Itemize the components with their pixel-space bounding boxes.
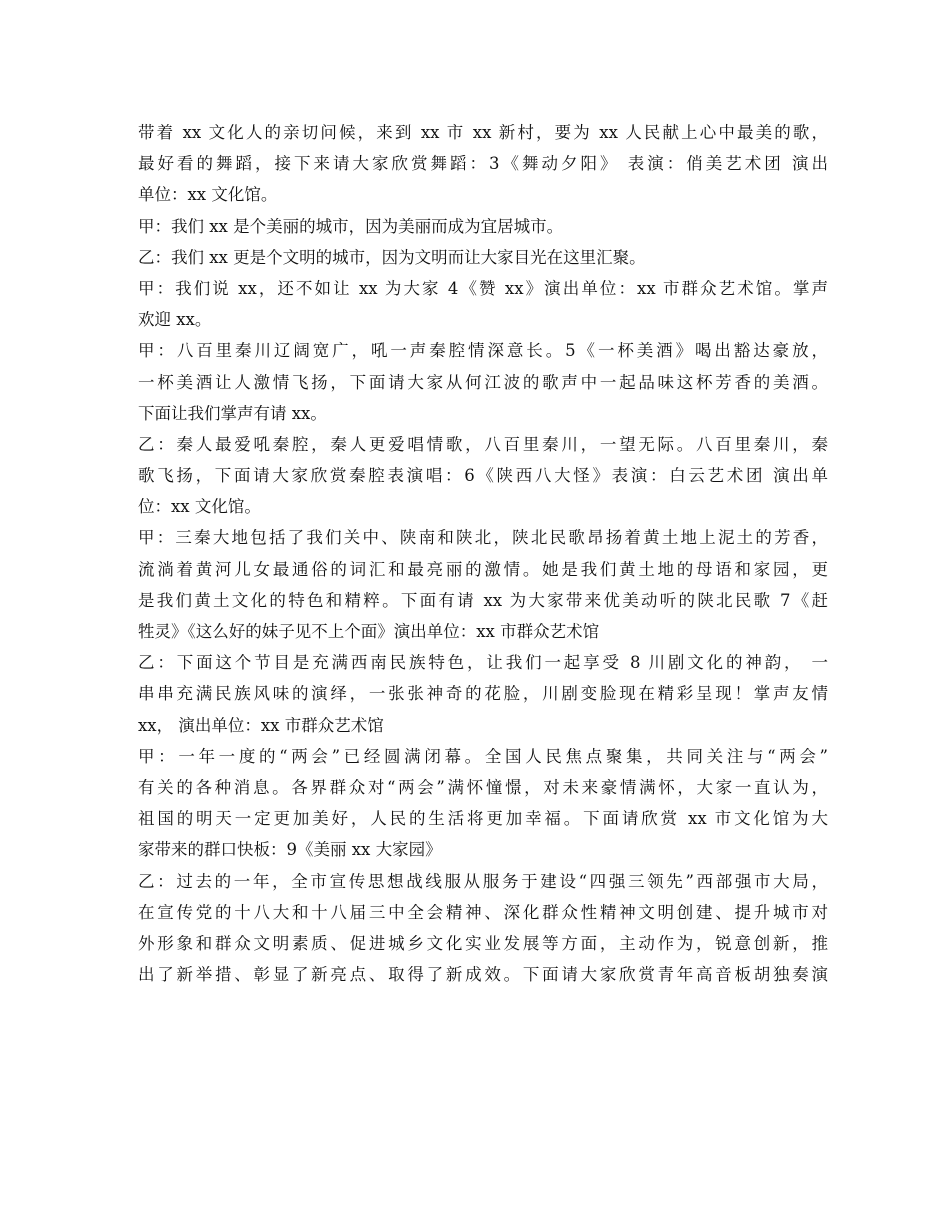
text-line: 甲：一年一度的“两会”已经圆满闭幕。全国人民焦点聚集，共同关注与“两会” (138, 746, 828, 766)
text-line: 乙：我们 xx 更是个文明的城市，因为文明而让大家目光在这里汇聚。 (138, 247, 646, 267)
text-line: 出了新举措、彰显了新亮点、取得了新成效。下面请大家欣赏青年高音板胡独奏演 (138, 965, 828, 985)
text-line: 甲：我们说 xx，还不如让 xx 为大家 4《赞 xx》演出单位：xx 市群众艺术馆。掌声 (138, 278, 828, 298)
text-line: 有关的各种消息。各界群众对“两会”满怀憧憬，对未来豪情满怀，大家一直认为， (138, 777, 828, 797)
text-line: 甲：我们 xx 是个美丽的城市，因为美丽而成为宜居城市。 (138, 216, 564, 236)
text-line: 歌飞扬，下面请大家欣赏秦腔表演唱：6《陕西八大怪》表演：白云艺术团 演出单 (138, 466, 828, 486)
text-line: 单位：xx 文化馆。 (138, 185, 278, 205)
text-line: 外形象和群众文明素质、促进城乡文化实业发展等方面，主动作为，锐意创新，推 (138, 933, 828, 953)
text-line: xx， 演出单位：xx 市群众艺术馆 (138, 715, 384, 735)
text-line: 欢迎 xx。 (138, 310, 212, 330)
text-line: 下面让我们掌声有请 xx。 (138, 403, 327, 423)
text-line: 串串充满民族风味的演绎，一张张神奇的花脸，川剧变脸现在精彩呈现！掌声友情 (138, 684, 828, 704)
text-line: 带着 xx 文化人的亲切问候，来到 xx 市 xx 新村，要为 xx 人民献上心中最美的歌， (138, 123, 828, 142)
text-line: 牲灵》《这么好的妹子见不上个面》演出单位：xx 市群众艺术馆 (138, 622, 600, 641)
text-line: 祖国的明天一定更加美好，人民的生活将更加幸福。下面请欣赏 xx 市文化馆为大 (138, 809, 828, 829)
text-line: 一杯美酒让人激情飞扬，下面请大家从何江波的歌声中一起品味这杯芳香的美酒。 (138, 372, 828, 392)
text-line: 甲：八百里秦川辽阔宽广，吼一声秦腔情深意长。5《一杯美酒》喝出豁达豪放， (138, 341, 828, 361)
text-line: 流淌着黄河儿女最通俗的词汇和最亮丽的激情。她是我们黄土地的母语和家园，更 (138, 559, 828, 579)
text-line: 位：xx 文化馆。 (138, 497, 261, 517)
text-line: 乙：过去的一年，全市宣传思想战线服从服务于建设“四强三领先”西部强市大局， (138, 871, 828, 891)
text-line: 最好看的舞蹈，接下来请大家欣赏舞蹈：3《舞动夕阳》 表演：俏美艺术团 演出 (138, 154, 828, 174)
text-line: 在宣传党的十八大和十八届三中全会精神、深化群众性精神文明创建、提升城市对 (138, 902, 828, 922)
text-line: 乙：秦人最爱吼秦腔，秦人更爱唱情歌，八百里秦川，一望无际。八百里秦川，秦 (138, 434, 828, 454)
text-line: 乙：下面这个节目是充满西南民族特色，让我们一起享受 8 川剧文化的神韵， 一 (138, 653, 828, 673)
text-line: 甲：三秦大地包括了我们关中、陕南和陕北，陕北民歌昂扬着黄土地上泥土的芳香， (138, 528, 828, 548)
text-line: 是我们黄土文化的特色和精粹。下面有请 xx 为大家带来优美动听的陕北民歌 7《赶 (138, 590, 828, 610)
document-body (138, 117, 828, 990)
text-line: 家带来的群口快板：9《美丽 xx 大家园》 (138, 840, 442, 860)
